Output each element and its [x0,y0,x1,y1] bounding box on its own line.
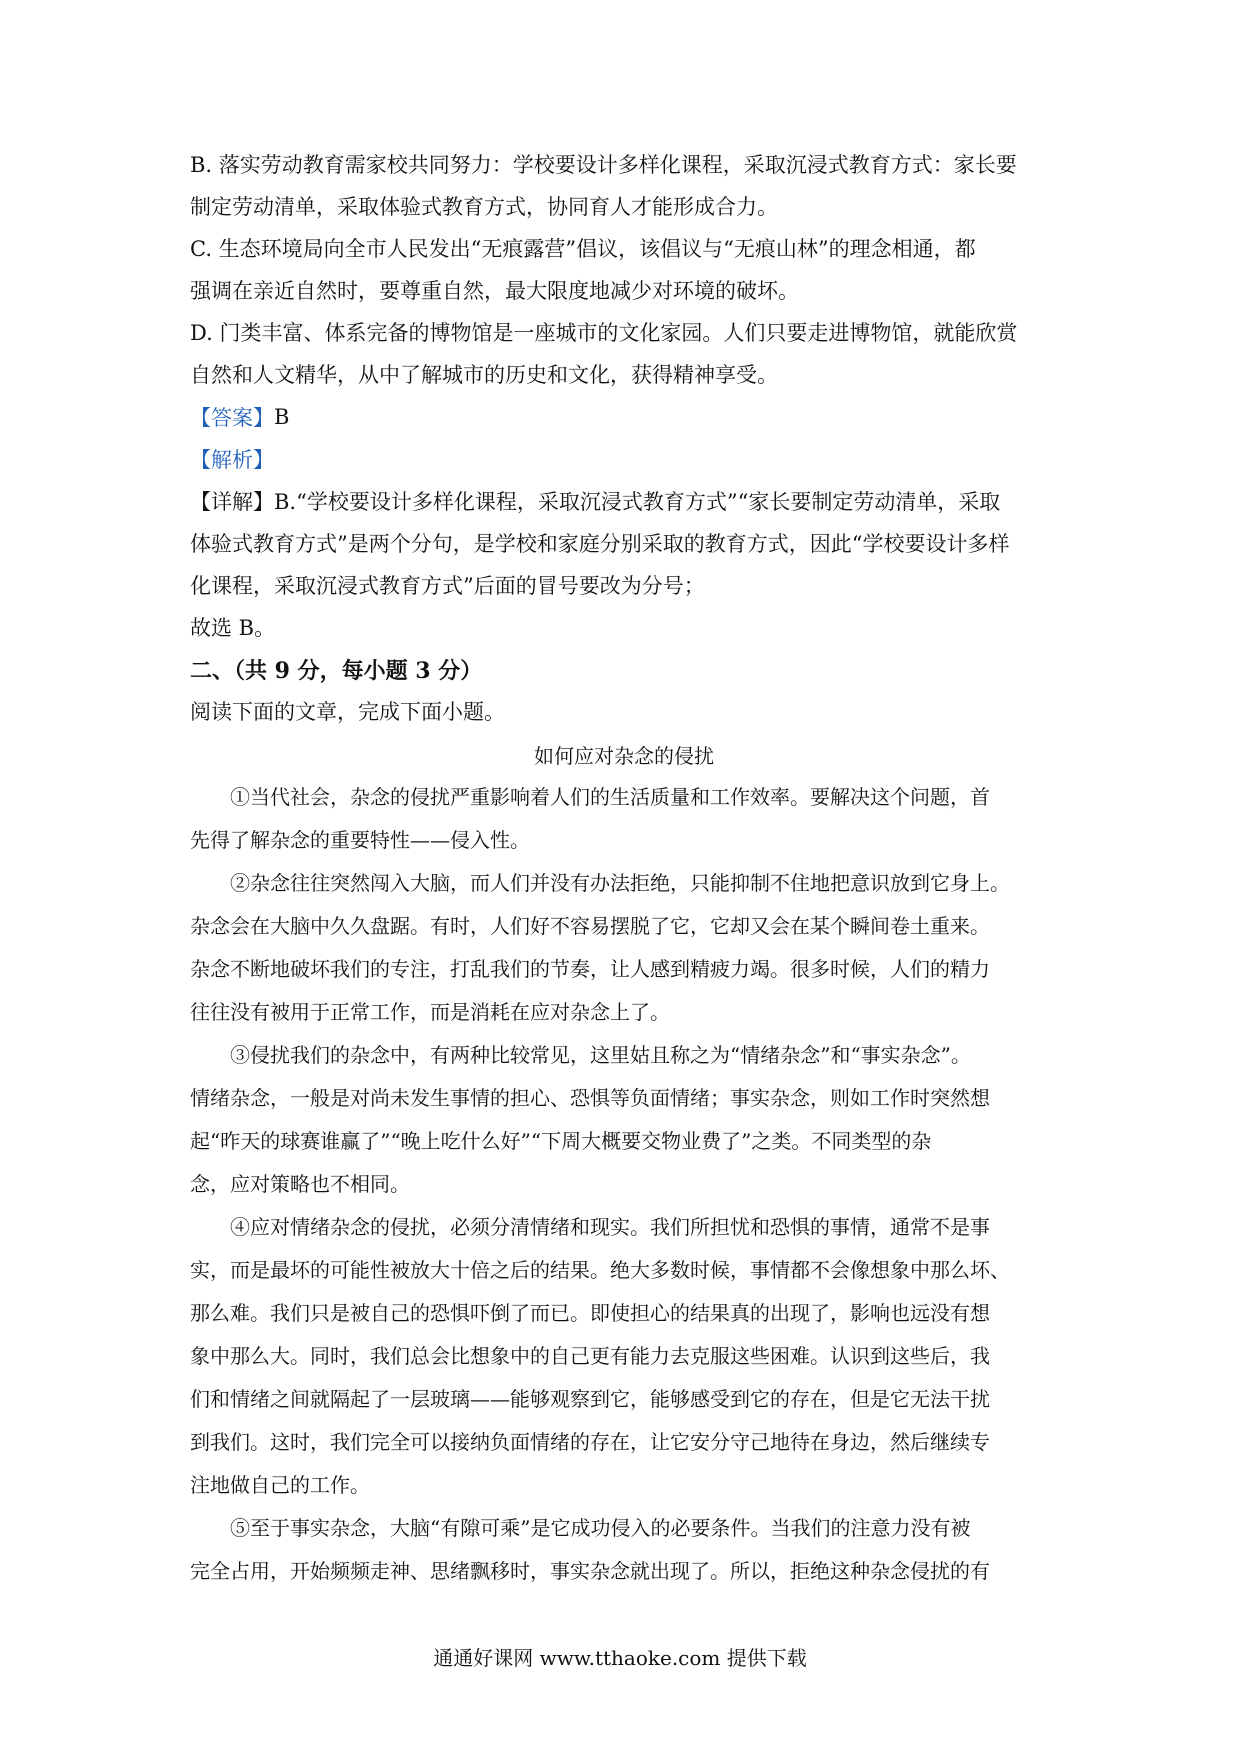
detail-block [190,480,1058,648]
document-page [190,144,1058,1593]
paragraph-line: 起“昨天的球赛谁赢了”“晚上吃什么好”“下周大概要交物业费了”之类。不同类型的杂 [190,1129,932,1153]
paragraph-line: 杂念会在大脑中久久盘踞。有时，人们好不容易摆脱了它，它却又会在某个瞬间卷土重来。 [190,914,990,938]
option-c-line-2: 强调在亲近自然时，要尊重自然，最大限度地减少对环境的破坏。 [190,278,799,303]
article-title: 如何应对杂念的侵扰 [534,743,714,768]
answer-line [190,396,1058,438]
detail-text-1: B.“学校要设计多样化课程，采取沉浸式教育方式”“家长要制定劳动清单，采取 [274,490,1001,514]
paragraph-line: 情绪杂念，一般是对尚未发生事情的担心、恐惧等负面情绪；事实杂念，则如工作时突然想 [190,1086,990,1110]
paragraph-line: 实，而是最坏的可能性被放大十倍之后的结果。绝大多数时候，事情都不会像想象中那么坏、 [190,1258,1010,1282]
option-b-line-2: 制定劳动清单，采取体验式教育方式，协同育人才能形成合力。 [190,194,778,219]
detail-tag: 【详解】 [190,490,274,514]
paragraph-line: 念，应对策略也不相同。 [190,1172,410,1196]
paragraph-line: 杂念不断地破坏我们的专注，打乱我们的节奏，让人感到精疲力竭。很多时候，人们的精力 [190,957,990,981]
detail-line-3: 化课程，采取沉浸式教育方式”后面的冒号要改为分号； [190,574,705,598]
option-b [190,144,1058,228]
paragraph-line: ④应对情绪杂念的侵扰，必须分清情绪和现实。我们所担忧和恐惧的事情，通常不是事 [230,1215,990,1239]
analysis-tag: 【解析】 [190,448,274,472]
detail-line-1 [190,480,1058,522]
option-d [190,312,1058,396]
paragraph-line: 注地做自己的工作。 [190,1473,370,1497]
article-paragraph-3 [190,1034,1058,1206]
answer-tag: 【答案】 [190,406,274,430]
article-body [190,776,1058,1593]
paragraph-line: 到我们。这时，我们完全可以接纳负面情绪的存在，让它安分守己地待在身边，然后继续专 [190,1430,990,1454]
paragraph-line: ①当代社会，杂念的侵扰严重影响着人们的生活质量和工作效率。要解决这个问题，首 [230,785,990,809]
paragraph-line: 先得了解杂念的重要特性——侵入性。 [190,828,530,852]
option-c-line-1: C. 生态环境局向全市人民发出“无痕露营”倡议，该倡议与“无痕山林”的理念相通，都 [190,236,976,261]
detail-line-2: 体验式教育方式”是两个分句，是学校和家庭分别采取的教育方式，因此“学校要设计多样 [190,532,1010,556]
article-paragraph-5 [190,1507,1058,1593]
answer-value: B [274,405,290,429]
footer-watermark: 通通好课网 www.tthaoke.com 提供下载 [433,1646,807,1670]
paragraph-line: ⑤至于事实杂念，大脑“有隙可乘”是它成功侵入的必要条件。当我们的注意力没有被 [230,1516,971,1540]
paragraph-line: 们和情绪之间就隔起了一层玻璃——能够观察到它，能够感受到它的存在，但是它无法干扰 [190,1387,990,1411]
option-d-line-2: 自然和人文精华，从中了解城市的历史和文化，获得精神享受。 [190,362,778,387]
analysis-line [190,438,1058,480]
article-paragraph-1 [190,776,1058,862]
article-paragraph-2 [190,862,1058,1034]
option-b-line-1: B. 落实劳动教育需家校共同努力：学校要设计多样化课程，采取沉浸式教育方式：家长要 [190,152,1017,177]
paragraph-line: 象中那么大。同时，我们总会比想象中的自己更有能力去克服这些困难。认识到这些后，我 [190,1344,990,1368]
paragraph-line: ③侵扰我们的杂念中，有两种比较常见，这里姑且称之为“情绪杂念”和“事实杂念”。 [230,1043,971,1067]
option-c [190,228,1058,312]
paragraph-line: 完全占用，开始频频走神、思绪飘移时，事实杂念就出现了。所以，拒绝这种杂念侵扰的有 [190,1559,990,1583]
paragraph-line: 往往没有被用于正常工作，而是消耗在应对杂念上了。 [190,1000,670,1024]
article-paragraph-4 [190,1206,1058,1507]
option-d-line-1: D. 门类丰富、体系完备的博物馆是一座城市的文化家园。人们只要走进博物馆，就能欣赏 [190,320,1018,345]
paragraph-line: ②杂念往往突然闯入大脑，而人们并没有办法拒绝，只能抑制不住地把意识放到它身上。 [230,871,1010,895]
detail-line-4: 故选 B。 [190,616,276,640]
section-instruction: 阅读下面的文章，完成下面小题。 [190,700,505,724]
paragraph-line: 那么难。我们只是被自己的恐惧吓倒了而已。即使担心的结果真的出现了，影响也远没有想 [190,1301,990,1325]
section-title: 二、（共 9 分，每小题 3 分） [190,657,483,684]
